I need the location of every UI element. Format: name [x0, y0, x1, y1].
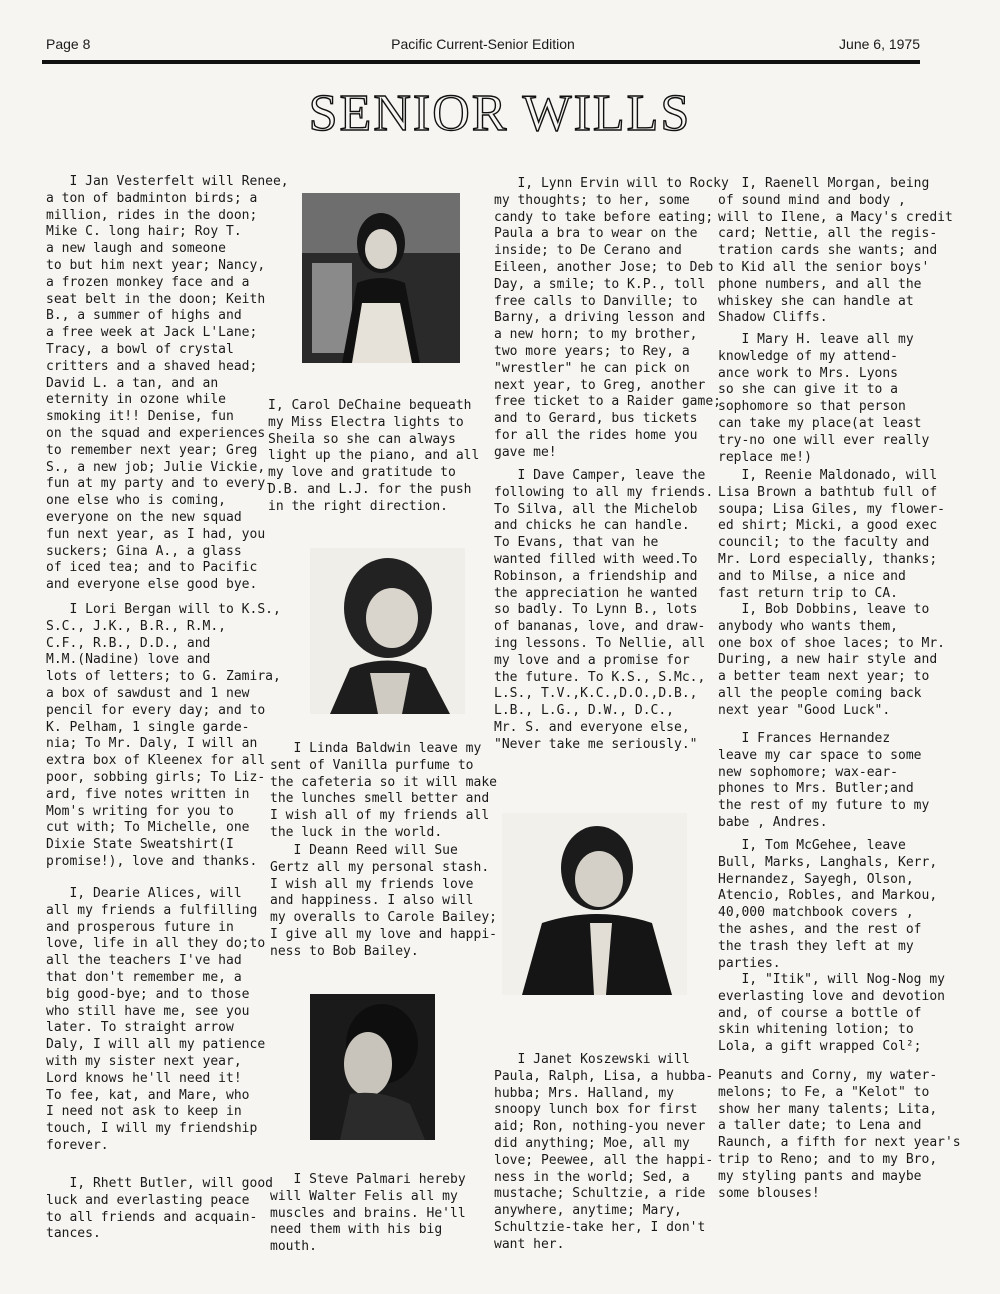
header-rule — [42, 60, 920, 64]
will-raenell-morgan: I, Raenell Morgan, being of sound mind and body , will to Ilene, a Macy's credit card; Nettie, all the regis- tration cards she wants; and to Kid all the senior boys' phone numbers, and all the whiskey she can handle at Shadow Cliffs. — [718, 176, 953, 326]
will-linda-baldwin: I Linda Baldwin leave my sent of Vanilla purfume to the cafeteria so it will make the lunches smell better and I wish all of my friends all the luck in the world. — [270, 741, 497, 840]
will-jan-vesterfelt: I Jan Vesterfelt will Renee, a ton of badminton birds; a million, rides in the doon; Mike C. long hair; Roy T. a new laugh and someone to but him next year; Nancy, a frozen monkey face and a seat belt in the doon; Keith B., a summer of highs and a free week at Jack L'Lane; Tracy, a bowl of crystal critters and a shaved head; David L. a tan, and an eternity in ozone while smoking it!! Denise, fun on the squad and experiences to remember next year; Greg S., a new job; Julie Vickie, fun at my party and to every- one else who is coming, everyone on the new squad fun next year, as I had, you suckers; Gina A., a glass of iced tea; and to Pacific and everyone else good bye. — [46, 174, 289, 593]
senior-photo-1 — [302, 193, 460, 363]
publication-name: Pacific Current-Senior Edition — [391, 36, 575, 52]
will-lori-bergan: I Lori Bergan will to K.S., S.C., J.K., B.R., R.M., C.F., R.B., D.D., and M.M.(Nadine) love and lots of letters; to G. Zamira, a box of sawdust and 1 new pencil for every day; and to K. Pelham, 1 single garde- nia; To Mr. Daly, I will an extra box of Kleenex for all poor, sobbing girls; To Liz- ard, five notes written in Mom's writing for you to cut with; To Michelle, one Dixie State Sweatshirt(I promise!), love and thanks. — [46, 602, 281, 869]
will-dave-camper: I Dave Camper, leave the following to all my friends. To Silva, all the Michelob and chicks he can handle. To Evans, that van he wanted filled with weed.To Robinson, a friendship and the appreciation he wanted so badly. To Lynn B., lots of bananas, love, and draw- ing lessons. To Nellie, all my love and a promise for the future. To K.S., S.Mc., L.S., T.V.,K.C.,D.O.,D.B., L.B., L.G., D.W., D.C., Mr. S. and everyone else, "Never take me seriously." — [494, 468, 714, 752]
page-header — [46, 36, 920, 56]
page-number: Page 8 — [46, 36, 91, 52]
will-itik: I, "Itik", will Nog-Nog my everlasting love and devotion and, of course a bottle of skin whitening lotion; to Lola, a gift wrapped Col²; — [718, 972, 945, 1055]
issue-date: June 6, 1975 — [839, 36, 920, 52]
page-title: SENIOR WILLS — [308, 85, 692, 142]
will-carol-dechaine: I, Carol DeChaine bequeath my Miss Electra lights to Sheila so she can always light up the piano, and all my love and gratitude to D.B. and L.J. for the push in the right direction. — [268, 398, 480, 514]
will-deann-reed: I Deann Reed will Sue Gertz all my personal stash. I wish all my friends love and happiness. I also will my overalls to Carole Bailey; I give all my love and happi- ness to Bob Bailey. — [270, 843, 497, 959]
will-steve-palmari: I Steve Palmari hereby will Walter Felis all my muscles and brains. He'll need them with his big mouth. — [270, 1172, 466, 1255]
will-rhett-butler: I, Rhett Butler, will good luck and everlasting peace to all friends and acquain- tances. — [46, 1176, 273, 1242]
will-janet-koszewski: I Janet Koszewski will Paula, Ralph, Lisa, a hubba- hubba; Mrs. Halland, my snoopy lunch box for first aid; Ron, nothing-you never did anything; Moe, all my love; Peewee, all the happi- ness in the world; Sed, a mustache; Schultzie, a ride anywhere, anytime; Mary, Schultzie-take her, I don't want her. — [494, 1052, 714, 1252]
will-frances-hernandez: I Frances Hernandez leave my car space to some new sophomore; wax-ear- phones to Mrs. Butler;and the rest of my future to my babe , Andres. — [718, 731, 930, 830]
senior-photo-4 — [502, 813, 687, 995]
senior-photo-2 — [310, 548, 465, 714]
senior-photo-3 — [310, 994, 435, 1140]
will-dearie-alices: I, Dearie Alices, will all my friends a fulfilling and prosperous future in love, life in all they do;to all the teachers I've had that don't remember me, a big good-bye; and to those who still have me, see you later. To straight arrow Daly, I will all my patience with my sister next year, Lord knows he'll need it! To fee, kat, and Mare, who I need not ask to keep in touch, I will my friendship forever. — [46, 886, 266, 1153]
will-reenie-maldonado: I, Reenie Maldonado, will Lisa Brown a bathtub full of soupa; Lisa Giles, my flower- ed shirt; Micki, a good exec council; to the faculty and Mr. Lord especially, thanks; and to Milse, a nice and fast return trip to CA. — [718, 468, 945, 601]
will-mary-h: I Mary H. leave all my knowledge of my attend- ance work to Mrs. Lyons so she can give it to a sophomore so that person can take my place(at least try-no one will ever really replace me!) — [718, 332, 930, 465]
will-bob-dobbins: I, Bob Dobbins, leave to anybody who wants them, one box of shoe laces; to Mr. During, a new hair style and a better team next year; to all the people coming back next year "Good Luck". — [718, 602, 945, 718]
will-tom-mcgehee: I, Tom McGehee, leave Bull, Marks, Langhals, Kerr, Hernandez, Sayegh, Olson, Atencio, Robles, and Markou, 40,000 matchbook covers , the ashes, and the rest of the trash they left at my parties. — [718, 838, 938, 971]
will-lynn-ervin: I, Lynn Ervin will to Rocky my thoughts; to her, some candy to take before eating; Paula a bra to wear on the inside; to De Cerano and Eileen, another Jose; to Deb Day, a smile; to K.P., toll free calls to Danville; to Barny, a driving lesson and a new horn; to my brother, two more years; to Rey, a "wrestler" he can pick on next year, to Greg, another free ticket to a Raider game; and to Gerard, bus tickets for all the rides home you gave me! — [494, 176, 729, 460]
will-peanuts-corny: Peanuts and Corny, my water- melons; to Fe, a "Kelot" to show her many talents; Lita, a taller date; to Lena and Raunch, a fifth for next year's trip to Reno; and to my Bro, my styling pants and maybe some blouses! — [718, 1068, 961, 1201]
